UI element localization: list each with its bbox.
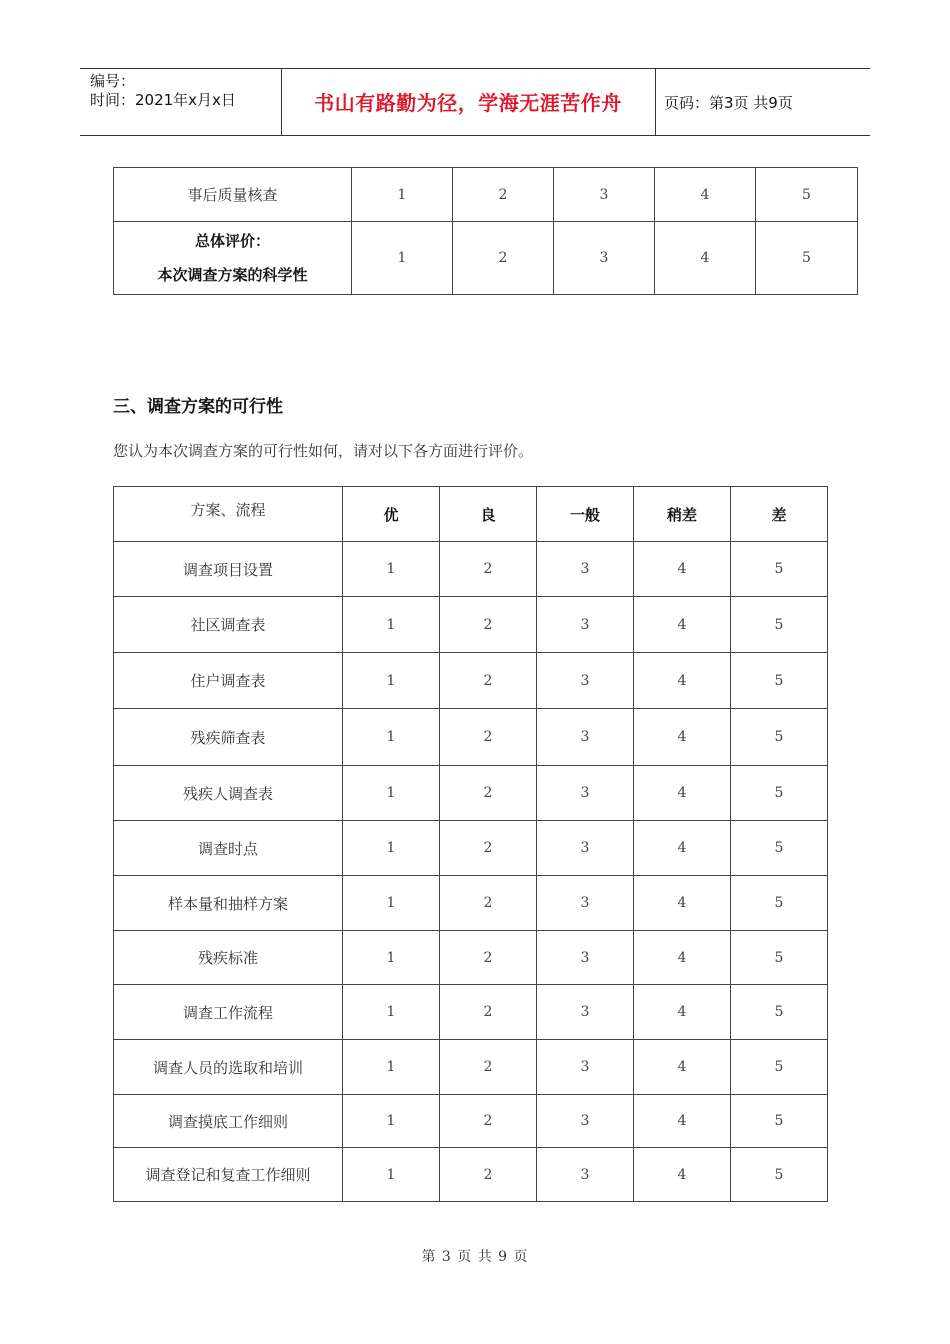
column-header-good: 良 — [440, 487, 537, 542]
table-row — [114, 876, 828, 931]
rating-option-4[interactable]: 4 — [634, 1148, 731, 1202]
rating-option-3[interactable]: 3 — [537, 597, 634, 653]
rating-option-1[interactable]: 1 — [343, 931, 440, 985]
header-motto: 书山有路勤为径，学海无涯苦作舟 — [314, 91, 622, 115]
rating-option-1[interactable]: 1 — [343, 542, 440, 597]
rating-option-2[interactable]: 2 — [440, 766, 537, 821]
row-label: 调查摸底工作细则 — [114, 1095, 343, 1148]
rating-option-4[interactable]: 4 — [634, 542, 731, 597]
table-row — [114, 766, 828, 821]
header-bottom-rule — [80, 135, 870, 136]
rating-option-1[interactable]: 1 — [343, 985, 440, 1040]
rating-option-4[interactable]: 4 — [634, 597, 731, 653]
table-row — [114, 1095, 828, 1148]
header-meta — [90, 72, 236, 110]
rating-option-3[interactable]: 3 — [537, 1095, 634, 1148]
column-header-excellent: 优 — [343, 487, 440, 542]
rating-option-1[interactable]: 1 — [343, 1148, 440, 1202]
rating-option-5[interactable]: 5 — [731, 597, 828, 653]
row-label: 住户调查表 — [114, 653, 343, 709]
column-header-average: 一般 — [537, 487, 634, 542]
rating-option-5[interactable]: 5 — [731, 1040, 828, 1095]
row-label: 调查工作流程 — [114, 985, 343, 1040]
table-row-total — [114, 222, 858, 295]
rating-option-2[interactable]: 2 — [440, 821, 537, 876]
rating-option-4[interactable]: 4 — [634, 709, 731, 766]
rating-option-5[interactable]: 5 — [756, 222, 858, 295]
rating-option-4[interactable]: 4 — [634, 876, 731, 931]
rating-option-4[interactable]: 4 — [634, 985, 731, 1040]
header-divider — [281, 68, 282, 135]
rating-option-1[interactable]: 1 — [343, 597, 440, 653]
rating-option-4[interactable]: 4 — [655, 168, 756, 222]
rating-option-3[interactable]: 3 — [537, 931, 634, 985]
rating-option-5[interactable]: 5 — [731, 1095, 828, 1148]
feasibility-table — [113, 486, 828, 1202]
rating-option-2[interactable]: 2 — [440, 1148, 537, 1202]
row-label: 残疾筛查表 — [114, 709, 343, 766]
section-title: 三、调查方案的可行性 — [113, 397, 283, 417]
row-label: 调查项目设置 — [114, 542, 343, 597]
rating-option-1[interactable]: 1 — [352, 222, 453, 295]
rating-option-3[interactable]: 3 — [537, 766, 634, 821]
rating-option-1[interactable]: 1 — [343, 821, 440, 876]
row-label: 调查登记和复查工作细则 — [114, 1148, 343, 1202]
page-label: 页码：第3页 共9页 — [664, 94, 793, 112]
rating-option-5[interactable]: 5 — [731, 766, 828, 821]
rating-option-1[interactable]: 1 — [343, 1040, 440, 1095]
rating-option-2[interactable]: 2 — [440, 709, 537, 766]
rating-option-3[interactable]: 3 — [537, 653, 634, 709]
header-divider — [655, 68, 656, 135]
rating-option-2[interactable]: 2 — [440, 985, 537, 1040]
column-header-plan: 方案、流程 — [114, 487, 343, 542]
rating-option-2[interactable]: 2 — [453, 222, 554, 295]
rating-option-2[interactable]: 2 — [440, 542, 537, 597]
rating-option-2[interactable]: 2 — [440, 931, 537, 985]
rating-option-3[interactable]: 3 — [537, 709, 634, 766]
row-label: 样本量和抽样方案 — [114, 876, 343, 931]
table-row — [114, 653, 828, 709]
total-label-line2: 本次调查方案的科学性 — [157, 266, 308, 284]
table-row — [114, 597, 828, 653]
table-row — [114, 168, 858, 222]
row-label: 残疾标准 — [114, 931, 343, 985]
row-label: 调查时点 — [114, 821, 343, 876]
rating-option-4[interactable]: 4 — [655, 222, 756, 295]
rating-option-4[interactable]: 4 — [634, 821, 731, 876]
table-row — [114, 1148, 828, 1202]
rating-option-2[interactable]: 2 — [453, 168, 554, 222]
rating-option-5[interactable]: 5 — [731, 876, 828, 931]
table-row — [114, 985, 828, 1040]
rating-option-2[interactable]: 2 — [440, 597, 537, 653]
rating-option-3[interactable]: 3 — [537, 542, 634, 597]
rating-option-4[interactable]: 4 — [634, 1040, 731, 1095]
rating-option-5[interactable]: 5 — [731, 709, 828, 766]
rating-option-5[interactable]: 5 — [731, 821, 828, 876]
rating-option-3[interactable]: 3 — [537, 821, 634, 876]
table-row — [114, 542, 828, 597]
rating-option-5[interactable]: 5 — [756, 168, 858, 222]
rating-option-3[interactable]: 3 — [537, 1148, 634, 1202]
rating-option-1[interactable]: 1 — [343, 876, 440, 931]
rating-option-1[interactable]: 1 — [343, 653, 440, 709]
rating-option-2[interactable]: 2 — [440, 1040, 537, 1095]
rating-option-3[interactable]: 3 — [554, 168, 655, 222]
section-intro: 您认为本次调查方案的可行性如何，请对以下各方面进行评价。 — [113, 442, 534, 460]
table-header-row — [114, 487, 828, 542]
row-label: 调查人员的选取和培训 — [114, 1040, 343, 1095]
total-evaluation-label — [114, 222, 352, 295]
rating-option-2[interactable]: 2 — [440, 876, 537, 931]
rating-option-1[interactable]: 1 — [343, 1095, 440, 1148]
rating-option-4[interactable]: 4 — [634, 653, 731, 709]
rating-option-5[interactable]: 5 — [731, 542, 828, 597]
rating-option-3[interactable]: 3 — [554, 222, 655, 295]
rating-option-5[interactable]: 5 — [731, 931, 828, 985]
row-label: 残疾人调查表 — [114, 766, 343, 821]
table-row — [114, 709, 828, 766]
table-row — [114, 821, 828, 876]
rating-option-1[interactable]: 1 — [343, 766, 440, 821]
number-label: 编号： — [90, 72, 136, 90]
rating-option-4[interactable]: 4 — [634, 1095, 731, 1148]
table-row — [114, 1040, 828, 1095]
feasibility-table-body — [114, 542, 828, 1202]
rating-option-4[interactable]: 4 — [634, 931, 731, 985]
table-row — [114, 931, 828, 985]
column-header-poor: 差 — [731, 487, 828, 542]
rating-option-2[interactable]: 2 — [440, 653, 537, 709]
rating-option-3[interactable]: 3 — [537, 985, 634, 1040]
rating-table-continued — [113, 167, 858, 295]
rating-option-2[interactable]: 2 — [440, 1095, 537, 1148]
rating-option-3[interactable]: 3 — [537, 876, 634, 931]
time-label: 时间：2021年x月x日 — [90, 91, 236, 109]
column-header-fair: 稍差 — [634, 487, 731, 542]
row-label: 社区调查表 — [114, 597, 343, 653]
rating-option-5[interactable]: 5 — [731, 653, 828, 709]
rating-option-3[interactable]: 3 — [537, 1040, 634, 1095]
total-label-line1: 总体评价： — [194, 232, 270, 250]
rating-option-1[interactable]: 1 — [352, 168, 453, 222]
page-footer: 第 3 页 共 9 页 — [421, 1249, 529, 1265]
rating-option-5[interactable]: 5 — [731, 1148, 828, 1202]
row-label: 事后质量核查 — [114, 168, 352, 222]
rating-option-4[interactable]: 4 — [634, 766, 731, 821]
rating-option-1[interactable]: 1 — [343, 709, 440, 766]
rating-option-5[interactable]: 5 — [731, 985, 828, 1040]
